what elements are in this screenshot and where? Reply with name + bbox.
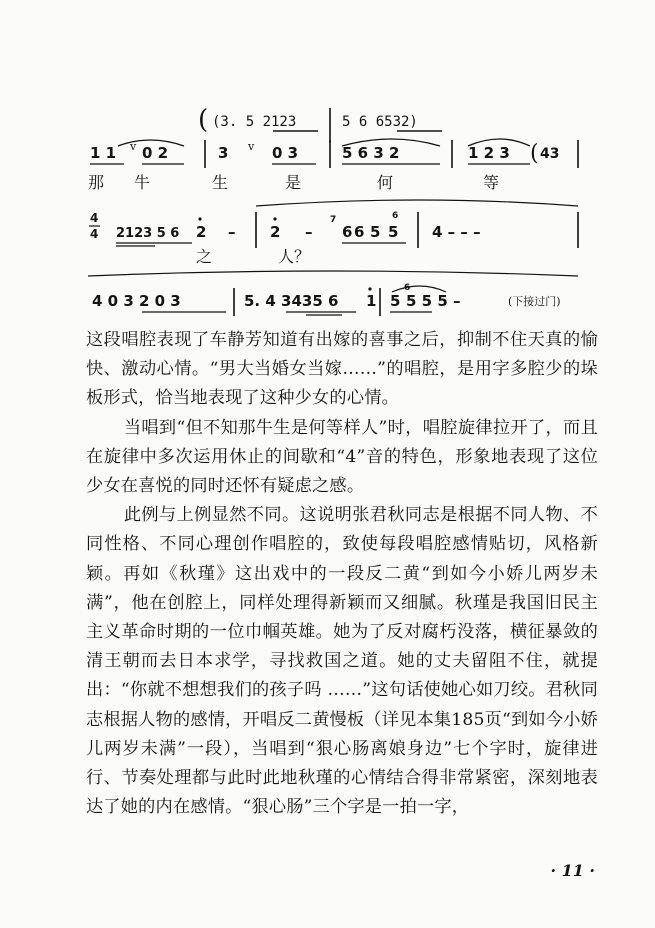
grace-note-6-line3: 6 [404,283,411,293]
paragraph-1: 这段唱腔表现了车静芳知道有出嫁的喜事之后，抑制不住天真的愉快、激动心情。“男大当婚女当嫁……”的唱腔，是用字多腔少的垛板形式，恰当地表现了这种少女的心情。 [86,330,598,409]
lyric-6: 等 [483,173,500,192]
continuation-note: (下接过门) [508,295,561,308]
lyric-7: 之 [196,247,213,266]
notes-bar-4: 1 2 3 [468,144,510,162]
paragraph-3: 此例与上例显然不同。这说明张君秋同志是根据不同人物、不同性格、不同心理创作唱腔的，致使每段唱腔感情贴切，风格新颖。再如《秋瑾》这出戏中的一段反二黄“到如今小娇儿两岁未满”，他在创腔上，同样处理得新颖而又细腻。秋瑾是我国旧民主主义革命时期的一位巾帼英雄。她为了反对腐朽没落，横征暴敛的清王朝而去日本求学，寻找救国之道。她的丈夫留阻不住，就提出：“你就不想想我们的孩子吗 ……”这句话使她心如刀绞。君秋同志根据人物的感情，开唱反二黄慢板（详见本集185页“到如今小娇儿两岁未满”一段），当唱到“狠心肠离娘身边”七个字时，旋律进行、节奏处理都与此时此地秋瑾的心情结合得非常紧密，深刻地表达了她的内在感情。“狠心肠”三个字是一拍一字， [86,505,598,818]
time-signature-top: 4 [90,211,99,225]
notes-bar-2a: 3 [218,144,229,162]
score-line-1 [88,105,578,192]
note-2-high-b: 2 [270,223,281,241]
note-5b: 5 [388,223,399,241]
breath-mark: v [130,140,137,153]
grace-note-6: 6 [392,211,399,221]
dash-1: – [228,223,236,241]
lyric-2: 牛 [134,173,151,192]
music-score [0,0,655,330]
score-line-2 [89,200,578,266]
lyric-8: 人？ [278,247,311,266]
notes-line3-bar-3: 5 5 5 – [406,292,461,310]
dash-2: – [305,223,313,241]
notes-bar-1a: 1 1 [90,144,117,162]
accompaniment-part-2: 5 6 6532) [342,114,418,130]
notes-bar-1b: 0 2 [142,144,169,162]
lyric-5: 何 [377,173,394,192]
breath-mark-2: v [248,140,255,153]
notes-line3-bar-1: 4 0 3 2 0 3 [92,292,181,310]
accompaniment-open-paren: ( [198,105,209,135]
note-1-high: 1 [366,292,377,310]
lyric-4: 是 [285,173,302,192]
accompaniment-part-1: (3. 5 2123 [212,114,297,130]
time-signature-bottom: 4 [90,227,99,241]
note-2-high: 2 [196,223,207,241]
bar-4-open-paren: ( [530,141,539,166]
grace-note-7: 7 [330,215,337,225]
note-6: 6 [342,223,353,241]
paragraph-2: 当唱到“但不知那牛生是何等样人”时，唱腔旋律拉开了，而且在旋律中多次运用休止的间歇和“4”音的特色，形象地表现了这位少女在喜悦的同时还怀有疑虑之感。 [86,417,598,497]
score-line-3 [88,271,578,316]
lyric-1: 那 [88,173,105,192]
notes-bar-4-tail: 43 [540,146,560,162]
note-6b: 6 [354,223,365,241]
article-body [86,326,598,822]
notes-bar-4-line2: 4 – – – [432,223,481,241]
lyric-3: 生 [212,173,229,192]
note-5-line3: 5 [390,292,401,310]
notes-bar-3: 5 6 3 2 [342,144,400,162]
note-5: 5 [370,223,381,241]
page-number: · 11 · [550,861,595,880]
notes-line3-bar-2: 5. 4 3435 6 [244,292,339,310]
notes-line2-pickup: 2123 5 6 [116,226,180,241]
notes-bar-2b: 0 3 [272,144,299,162]
